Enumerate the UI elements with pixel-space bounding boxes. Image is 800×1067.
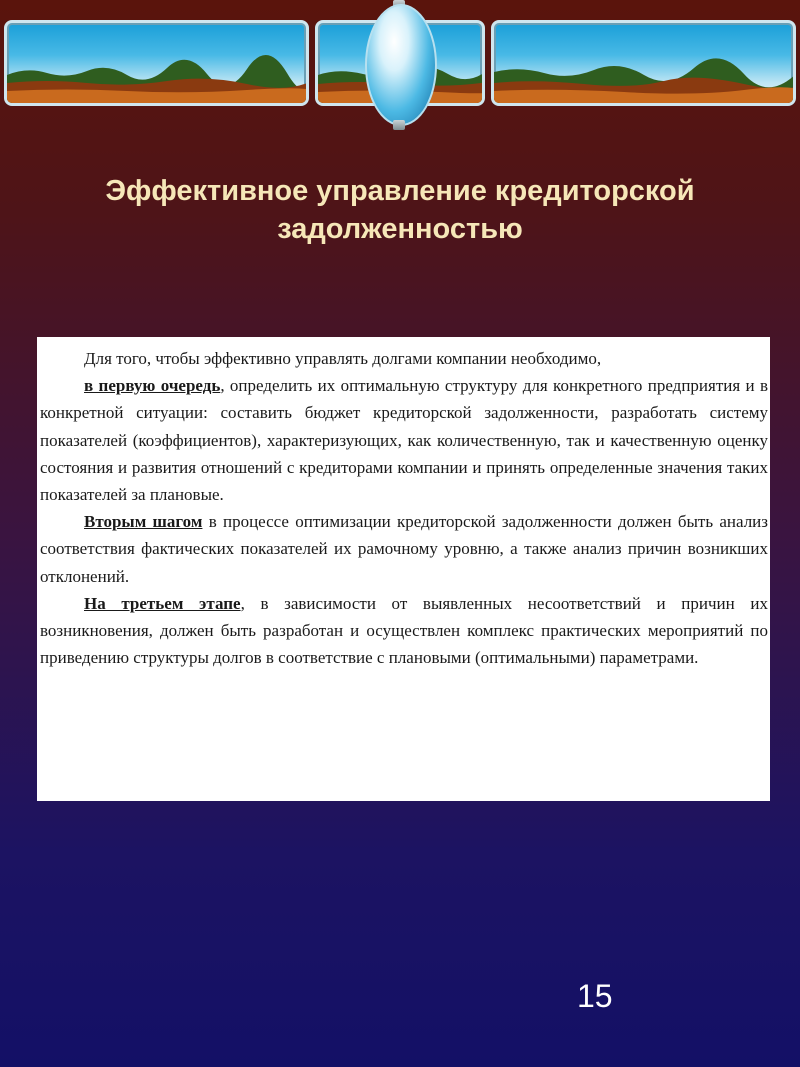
slide-title-line-1: Эффективное управление кредиторской bbox=[105, 175, 695, 207]
first-step-lead: в первую очередь bbox=[84, 376, 221, 396]
content-text-box bbox=[37, 337, 770, 801]
landscape-banner bbox=[0, 0, 800, 140]
orb-bottom-cap bbox=[393, 120, 405, 130]
second-step-lead: Вторым шагом bbox=[84, 512, 203, 532]
first-step-text: , определить их оптимальную структуру для конкретного предприятия и в конкретной ситуации: составить бюджет кредиторской задолженности, разработать систему показателей (коэффициентов), характеризующих, как количественную, так и качественную оценку состояния и развития отношений с кредиторами компании и принять определенные значения таких показателей за плановые. bbox=[40, 376, 769, 505]
paragraph-second-step bbox=[40, 508, 768, 590]
third-step-lead: На третьем этапе bbox=[84, 593, 241, 613]
paragraph-first-step bbox=[40, 372, 768, 508]
paragraph-intro: Для того, чтобы эффективно управлять долгами компании необходимо, bbox=[84, 349, 602, 368]
landscape-panel-right bbox=[491, 20, 796, 106]
page-number: 15 bbox=[577, 978, 613, 1014]
slide-title bbox=[40, 172, 760, 248]
crystal-orb-icon bbox=[365, 4, 437, 126]
second-step-text: в процессе оптимизации кредиторской задолженности должен быть анализ соответствия фактических показателей их рамочному уровню, а также анализ причин возникших отклонений. bbox=[40, 512, 768, 586]
paragraph-third-step bbox=[40, 590, 768, 672]
slide-title-line-2: задолженностью bbox=[277, 213, 523, 245]
third-step-text: , в зависимости от выявленных несоответствий и причин их возникновения, должен быть разработан и осуществлен комплекс практических мероприятий по приведению структуры долгов в соответствие с плановыми (оптимальными) параметрами. bbox=[40, 593, 768, 668]
landscape-panel-left bbox=[4, 20, 309, 106]
